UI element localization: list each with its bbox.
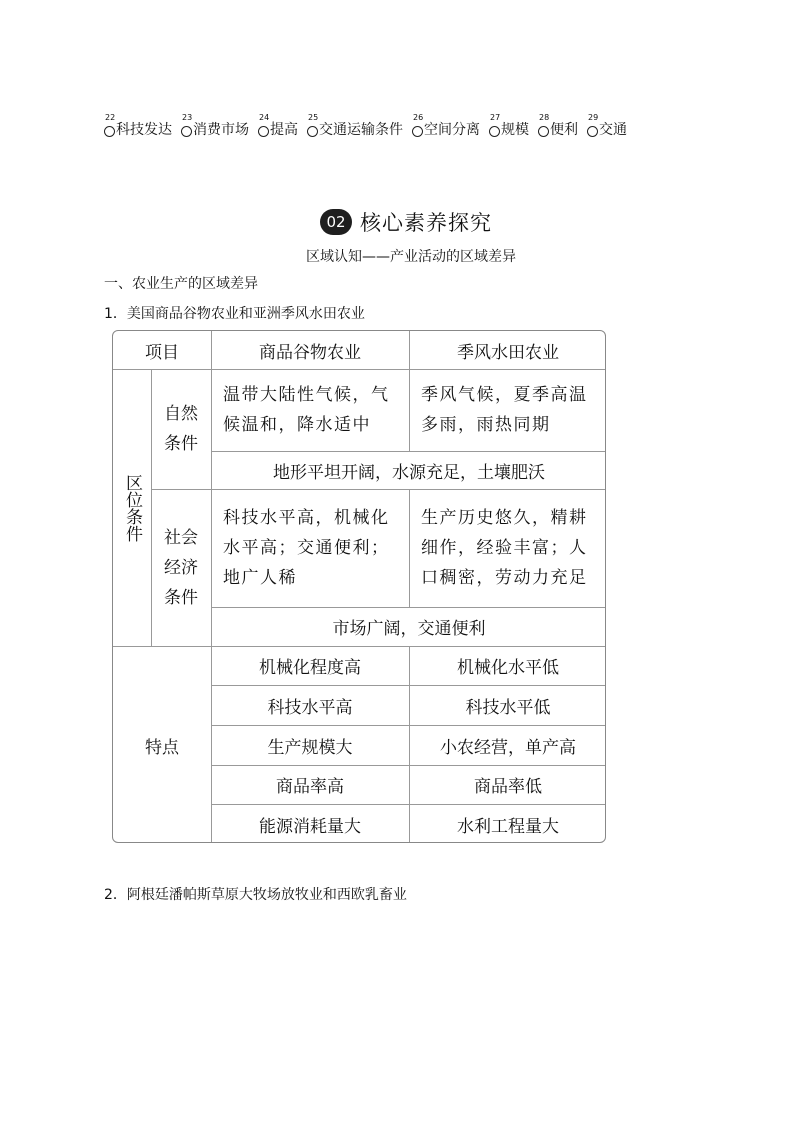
- feature-paddy-rice: 小农经营，单产高: [440, 737, 576, 758]
- feature-commercial-grain: 生产规模大: [267, 737, 353, 758]
- circle-number-icon: 22: [104, 126, 115, 137]
- section-title: 核心素养探究: [360, 211, 492, 235]
- circle-number-icon: 24: [258, 126, 269, 137]
- answer-text: 规模: [501, 122, 529, 138]
- natural-commercial-grain: 温带大陆性气候，气候温和，降水适中: [223, 385, 390, 435]
- comparison-table: [112, 330, 606, 843]
- answer-item: [538, 113, 578, 139]
- circle-number-icon: 26: [412, 126, 423, 137]
- answer-text: 空间分离: [424, 122, 480, 138]
- answer-item: [104, 113, 172, 139]
- circle-number-icon: 23: [181, 126, 192, 137]
- answer-text: 便利: [550, 122, 578, 138]
- answer-text: 消费市场: [193, 122, 249, 138]
- natural-common: 地形平坦开阔，水源充足，土壤肥沃: [273, 462, 545, 483]
- answer-text: 科技发达: [116, 122, 172, 138]
- heading-3: 2．阿根廷潘帕斯草原大牧场放牧业和西欧乳畜业: [104, 887, 407, 903]
- row-label-features: 特点: [145, 737, 179, 758]
- group-location-conditions: 区位条件: [122, 473, 142, 542]
- heading-2: 1．美国商品谷物农业和亚洲季风水田农业: [104, 306, 365, 322]
- circle-number-icon: 27: [489, 126, 500, 137]
- answer-item: [258, 113, 298, 139]
- social-paddy-rice: 生产历史悠久，精耕细作，经验丰富；人口稠密，劳动力充足: [421, 508, 588, 588]
- feature-paddy-rice: 科技水平低: [465, 697, 551, 718]
- answer-text: 交通运输条件: [319, 122, 403, 138]
- answer-item: [412, 113, 480, 139]
- answer-item: [587, 113, 627, 139]
- answer-list: [104, 113, 636, 139]
- circle-number-icon: 25: [307, 126, 318, 137]
- feature-commercial-grain: 科技水平高: [267, 697, 353, 718]
- feature-paddy-rice: 机械化水平低: [457, 658, 559, 678]
- feature-paddy-rice: 商品率低: [474, 777, 542, 797]
- answer-item: [489, 113, 529, 139]
- circle-number-icon: 29: [587, 126, 598, 137]
- answer-text: 交通: [599, 122, 627, 138]
- social-commercial-grain: 科技水平高，机械化水平高；交通便利；地广人稀: [223, 508, 390, 588]
- circle-number-icon: 28: [538, 126, 549, 137]
- feature-paddy-rice: 水利工程量大: [457, 816, 559, 837]
- header-paddy-rice: 季风水田农业: [457, 342, 559, 363]
- feature-commercial-grain: 机械化程度高: [259, 658, 361, 678]
- social-common: 市场广阔，交通便利: [332, 619, 486, 639]
- row-label-social-economic: 社会经济条件: [164, 527, 198, 608]
- header-commercial-grain: 商品谷物农业: [259, 342, 361, 363]
- section-subtitle: 区域认知——产业活动的区域差异: [306, 249, 516, 265]
- section-header: [320, 207, 492, 237]
- row-label-natural: 自然条件: [164, 404, 198, 454]
- feature-commercial-grain: 商品率高: [276, 777, 344, 797]
- section-badge: 02: [320, 209, 352, 235]
- answer-item: [181, 113, 249, 139]
- heading-1: 一、农业生产的区域差异: [104, 276, 258, 292]
- answer-item: [307, 113, 403, 139]
- natural-paddy-rice: 季风气候，夏季高温多雨，雨热同期: [421, 385, 588, 435]
- feature-commercial-grain: 能源消耗量大: [259, 816, 361, 837]
- header-item: 项目: [145, 342, 179, 363]
- answer-text: 提高: [270, 122, 298, 138]
